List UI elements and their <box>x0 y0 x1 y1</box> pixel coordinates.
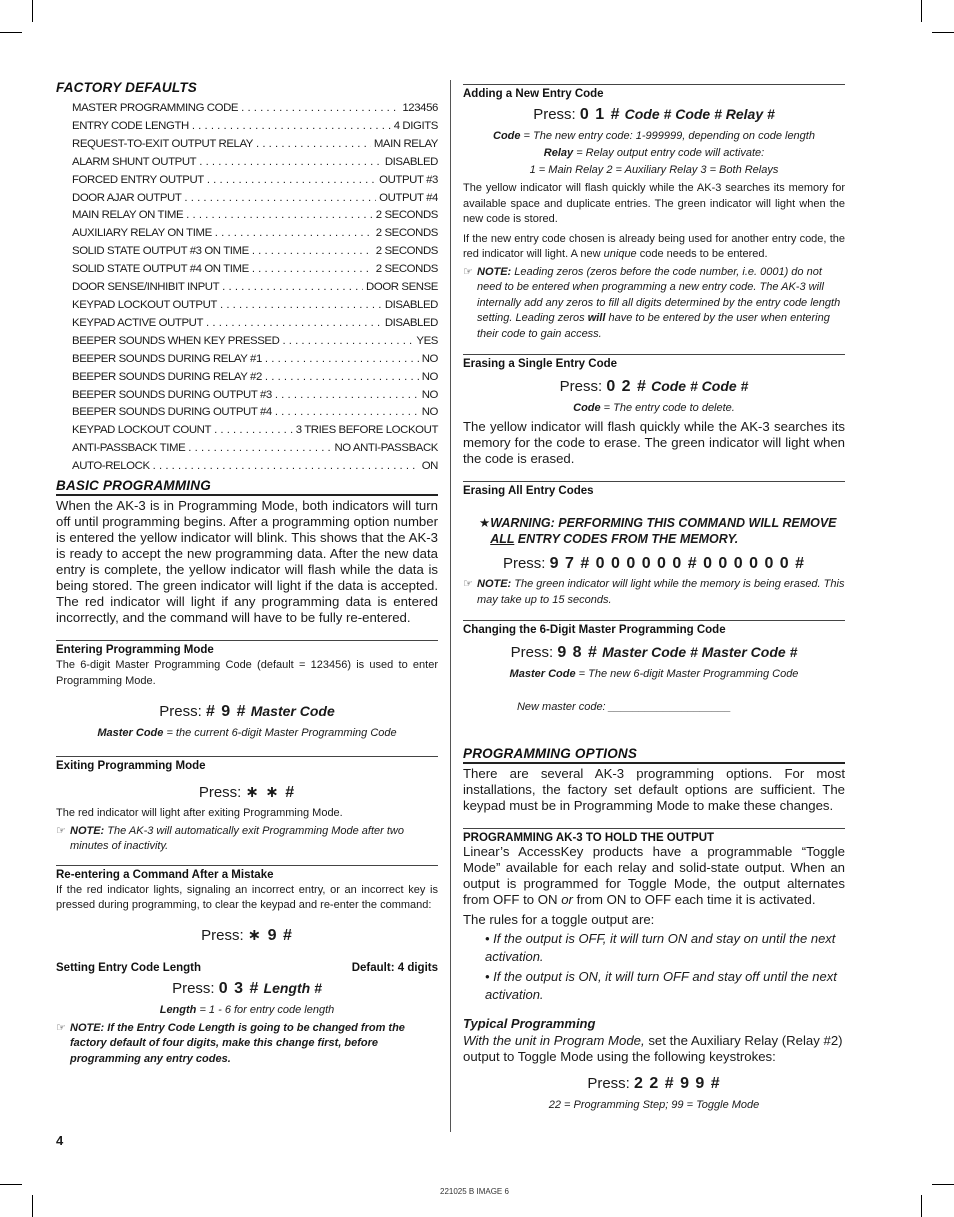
leader-dots <box>214 422 293 440</box>
default-row <box>72 387 438 405</box>
leader-dots <box>282 333 413 351</box>
default-value: DISABLED <box>384 155 438 168</box>
default-label: MASTER PROGRAMMING CODE <box>72 102 239 114</box>
right-column <box>463 80 845 1114</box>
default-label: AUTO-RELOCK <box>72 460 150 473</box>
default-value: 2 SECONDS <box>375 263 438 276</box>
new-master-code-line: New master code: ____________________ <box>516 701 732 713</box>
default-label: KEYPAD LOCKOUT OUTPUT <box>72 298 217 311</box>
note-label: NOTE: <box>477 265 512 278</box>
programming-options-body: There are several AK-3 programming options. For most installations, the factory set default options are sufficient. The keypad must be in Programming Mode to make these changes. <box>463 766 845 813</box>
key-sequence: 2 2 # 9 9 # <box>634 1075 721 1092</box>
legend-text: = The entry code to delete. <box>600 402 735 414</box>
pointing-hand-icon: ☞ <box>463 578 473 590</box>
legend <box>463 666 845 683</box>
default-value: ON <box>421 460 438 473</box>
note: ☞ NOTE: Leading zeros (zeros before the code number, i.e. 0001) do not need to be entered when programming a new entry code. The AK-3 will internally add any zeros to fill all digits determined by the entry code length setting. Leading zeros will have to be entered by the user when entering their code to gain access. <box>463 265 845 343</box>
exiting-mode-body: The red indicator will light after exiting Programming Mode. <box>56 807 343 820</box>
press-instruction <box>463 555 845 573</box>
crop-mark <box>32 1195 33 1217</box>
default-value: OUTPUT #4 <box>379 191 438 204</box>
default-value: 3 TRIES BEFORE LOCKOUT <box>295 424 438 437</box>
legend-text: = the current 6-digit Master Programming Code <box>163 727 397 740</box>
note-label: NOTE: <box>70 824 105 837</box>
leader-dots <box>153 458 419 476</box>
default-row <box>72 440 438 458</box>
toggle-rule-2: • If the output is ON, it will turn OFF and stay off until the next activation. <box>485 969 837 1002</box>
erasing-single-body: The yellow indicator will flash quickly while the AK-3 searches its memory for the code to erase. The green indicator will light when the code is erased. <box>463 419 845 466</box>
press-label: Press: <box>510 644 554 661</box>
leader-dots <box>222 279 363 297</box>
leader-dots <box>241 100 399 118</box>
crop-mark <box>0 1184 22 1185</box>
legend <box>463 400 845 417</box>
default-label: BEEPER SOUNDS DURING OUTPUT #4 <box>72 406 272 419</box>
default-value: DISABLED <box>384 298 438 311</box>
default-value: OUTPUT #3 <box>379 173 438 186</box>
key-keyword: Master Code <box>250 703 335 720</box>
default-row <box>72 315 438 333</box>
default-value: NO <box>421 406 438 419</box>
star-icon: ★ <box>479 516 491 530</box>
toggle-rules: The rules for a toggle output are: <box>463 912 655 927</box>
leader-dots <box>265 369 419 387</box>
erasing-single-title: Erasing a Single Entry Code <box>463 354 845 370</box>
legend-term: Relay <box>543 147 574 159</box>
leader-dots <box>265 351 419 369</box>
press-label: Press: <box>533 106 576 123</box>
default-row <box>72 136 438 154</box>
leader-dots <box>207 172 376 190</box>
press-instruction <box>463 1075 845 1093</box>
default-label: FORCED ENTRY OUTPUT <box>72 173 204 186</box>
default-label: ENTRY CODE LENGTH <box>72 119 189 132</box>
note-label: NOTE: <box>70 1021 105 1034</box>
default-row <box>72 118 438 136</box>
default-label: REQUEST-TO-EXIT OUTPUT RELAY <box>72 137 253 150</box>
default-row <box>72 172 438 190</box>
press-label: Press: <box>159 703 202 721</box>
key-sequence: 9 8 # <box>557 644 598 661</box>
press-instruction <box>56 703 438 721</box>
leader-dots <box>186 207 373 225</box>
default-value: DISABLED <box>384 316 438 329</box>
key-sequence: 9 7 # 0 0 0 0 0 0 # 0 0 0 0 0 0 # <box>549 555 806 572</box>
default-label: BEEPER SOUNDS DURING RELAY #2 <box>72 370 262 383</box>
crop-mark <box>932 32 954 33</box>
press-label: Press: <box>201 926 244 944</box>
typical-programming-body: With the unit in Program Mode, set the Auxiliary Relay (Relay #2) output to Toggle Mode using the following keystrokes: <box>463 1033 843 1064</box>
default-value: NO <box>421 352 438 365</box>
default-row <box>72 297 438 315</box>
legend-options: 1 = Main Relay 2 = Auxiliary Relay 3 = Both Relays <box>529 164 779 176</box>
programming-options-title: PROGRAMMING OPTIONS <box>463 746 845 764</box>
default-label: SOLID STATE OUTPUT #4 ON TIME <box>72 263 249 276</box>
press-label: Press: <box>587 1075 630 1092</box>
key-sequence: 0 2 # <box>606 378 647 395</box>
entry-length-title <box>56 959 438 974</box>
leader-dots <box>256 136 371 154</box>
legend-text: = The new entry code: 1-999999, depending on code length <box>520 130 815 142</box>
legend-text: = 1 - 6 for entry code length <box>196 1003 335 1016</box>
legend <box>56 1002 438 1019</box>
press-label: Press: <box>502 555 546 572</box>
leader-dots <box>184 190 376 208</box>
default-label: SOLID STATE OUTPUT #3 ON TIME <box>72 245 249 258</box>
default-label: AUXILIARY RELAY ON TIME <box>72 227 212 240</box>
column-divider <box>450 80 451 1132</box>
adding-entry-title: Adding a New Entry Code <box>463 84 845 100</box>
key-sequence: 0 1 # <box>579 106 621 123</box>
pointing-hand-icon: ☞ <box>463 265 473 278</box>
default-label: KEYPAD LOCKOUT COUNT <box>72 424 212 437</box>
entering-mode-title: Entering Programming Mode <box>56 640 438 656</box>
crop-mark <box>921 0 922 22</box>
legend-term: Master Code <box>509 668 576 680</box>
toggle-body: Linear’s AccessKey products have a programmable “Toggle Mode” available for each relay and solid-state output. When an output is programmed for Toggle Mode, the output alternates from OFF to ON or from ON to OFF each time it is activated. <box>463 844 845 907</box>
default-value: NO <box>421 370 438 383</box>
press-instruction <box>463 378 845 396</box>
basic-programming-title: BASIC PROGRAMMING <box>56 478 438 496</box>
legend-text: = Relay output entry code will activate: <box>573 147 765 159</box>
changing-master-title: Changing the 6-Digit Master Programming Code <box>463 620 845 636</box>
left-column <box>56 80 438 1067</box>
default-row <box>72 207 438 225</box>
press-instruction <box>56 782 438 802</box>
press-instruction <box>56 980 438 998</box>
page-number: 4 <box>56 1133 64 1148</box>
legend-term: Length <box>159 1003 197 1016</box>
default-label: MAIN RELAY ON TIME <box>72 209 184 222</box>
crop-mark <box>932 1184 954 1185</box>
basic-programming-body: When the AK-3 is in Programming Mode, both indicators will turn off until programming begins. After a programming option number is entered the yellow indicator will blink. This shows that the AK-3 is ready to accept the new programming data. After the new data entry is complete, the yellow indicator will flash while the data is being stored. The green indicator will light if the data is accepted. The red indicator will light if any programming data is entered incorrectly, and the command will have to be fully re-entered. <box>56 498 438 626</box>
leader-dots <box>215 225 373 243</box>
legend-term: Code <box>493 130 521 142</box>
leader-dots <box>220 297 382 315</box>
default-label: ALARM SHUNT OUTPUT <box>72 155 197 168</box>
adding-entry-body-2: If the new entry code chosen is already being used for another entry code, the red indicator will light. A new unique code needs to be entered. <box>463 232 845 260</box>
factory-defaults-list <box>72 100 438 476</box>
default-row <box>72 261 438 279</box>
default-value: 4 DIGITS <box>393 119 438 132</box>
key-sequence: ∗ 9 # <box>247 926 293 944</box>
legend <box>463 145 845 162</box>
default-value: YES <box>416 334 438 347</box>
key-keyword: Length # <box>263 979 322 996</box>
legend-term: Code <box>573 402 601 414</box>
press-instruction <box>463 644 845 662</box>
press-label: Press: <box>198 784 242 802</box>
default-value: 2 SECONDS <box>375 245 438 258</box>
toggle-rule-1: • If the output is OFF, it will turn ON and stay on until the next activation. <box>485 931 836 964</box>
default-value: NO ANTI-PASSBACK <box>334 442 438 455</box>
default-value: NO <box>421 388 438 401</box>
default-row <box>72 190 438 208</box>
entry-length-heading: Setting Entry Code Length <box>56 961 202 974</box>
default-value: DOOR SENSE <box>366 281 438 294</box>
adding-entry-body: The yellow indicator will flash quickly while the AK-3 searches its memory for available space and duplicate entries. The green indicator will light when the new code is stored. <box>463 182 845 225</box>
default-row <box>72 100 438 118</box>
note-label: NOTE: <box>477 578 512 590</box>
note <box>463 577 845 608</box>
entry-length-default: Default: 4 digits <box>351 961 438 974</box>
key-sequence: 0 3 # <box>218 979 260 997</box>
default-row <box>72 458 438 476</box>
leader-dots <box>275 387 419 405</box>
leader-dots <box>188 440 331 458</box>
pointing-hand-icon: ☞ <box>56 1021 66 1034</box>
pointing-hand-icon: ☞ <box>56 824 66 837</box>
default-row <box>72 404 438 422</box>
default-label: ANTI-PASSBACK TIME <box>72 442 186 455</box>
leader-dots <box>199 154 382 172</box>
press-label: Press: <box>172 979 215 997</box>
default-row <box>72 369 438 387</box>
legend <box>56 725 438 742</box>
default-row <box>72 154 438 172</box>
leader-dots <box>252 261 373 279</box>
erasing-all-title: Erasing All Entry Codes <box>463 481 845 497</box>
toggle-legend: 22 = Programming Step; 99 = Toggle Mode <box>548 1099 760 1111</box>
factory-defaults-title: FACTORY DEFAULTS <box>56 80 197 95</box>
toggle-title: PROGRAMMING AK-3 TO HOLD THE OUTPUT <box>463 828 845 844</box>
note <box>56 824 438 855</box>
footer-code: 221025 B IMAGE 6 <box>440 1187 509 1196</box>
key-keyword: Code # Code # Relay # <box>624 106 775 122</box>
reentering-body: If the red indicator lights, signaling an incorrect entry, or an incorrect key is pressed during programming, to clear the keypad and re-enter the command: <box>56 883 438 911</box>
default-row <box>72 351 438 369</box>
default-label: KEYPAD ACTIVE OUTPUT <box>72 316 204 329</box>
leader-dots <box>275 404 419 422</box>
leader-dots <box>192 118 391 136</box>
crop-mark <box>32 0 33 22</box>
press-instruction <box>56 925 438 945</box>
legend-term: Master Code <box>97 727 164 740</box>
default-label: DOOR AJAR OUTPUT <box>72 191 182 204</box>
note-text: The AK-3 will automatically exit Programming Mode after two minutes of inactivity. <box>70 824 404 853</box>
press-label: Press: <box>559 378 603 395</box>
reentering-title: Re-entering a Command After a Mistake <box>56 865 438 881</box>
crop-mark <box>921 1195 922 1217</box>
leader-dots <box>252 243 373 261</box>
default-row <box>72 225 438 243</box>
key-sequence: # 9 # <box>205 703 247 721</box>
default-value: 123456 <box>402 102 438 114</box>
default-label: BEEPER SOUNDS DURING OUTPUT #3 <box>72 388 272 401</box>
default-label: BEEPER SOUNDS DURING RELAY #1 <box>72 352 262 365</box>
note-text: If the Entry Code Length is going to be changed from the factory default of four digits, make this change first, before programming any entry codes. <box>70 1021 405 1065</box>
typical-programming-title: Typical Programming <box>463 1016 596 1031</box>
legend-text: = The new 6-digit Master Programming Code <box>575 668 799 680</box>
default-value: 2 SECONDS <box>375 209 438 222</box>
default-row <box>72 422 438 440</box>
default-value: 2 SECONDS <box>375 227 438 240</box>
default-value: MAIN RELAY <box>373 137 438 150</box>
key-sequence: ∗ ∗ # <box>245 784 296 802</box>
default-row <box>72 333 438 351</box>
entering-mode-body: The 6-digit Master Programming Code (default = 123456) is used to enter Programming Mode. <box>56 659 438 687</box>
default-row <box>72 279 438 297</box>
warning: ★ WARNING: PERFORMING THIS COMMAND WILL REMOVE ALL ENTRY CODES FROM THE MEMORY. <box>479 516 837 546</box>
press-instruction <box>463 106 845 124</box>
exiting-mode-title: Exiting Programming Mode <box>56 756 438 772</box>
note <box>56 1021 438 1068</box>
crop-mark <box>0 32 22 33</box>
note-text: The green indicator will light while the memory is being erased. This may take up to 15 seconds. <box>477 578 845 606</box>
key-keyword: Master Code # Master Code # <box>602 644 798 660</box>
default-label: DOOR SENSE/INHIBIT INPUT <box>72 281 220 294</box>
default-label: BEEPER SOUNDS WHEN KEY PRESSED <box>72 334 280 347</box>
leader-dots <box>206 315 382 333</box>
key-keyword: Code # Code # <box>651 378 749 394</box>
default-row <box>72 243 438 261</box>
legend <box>463 128 845 145</box>
